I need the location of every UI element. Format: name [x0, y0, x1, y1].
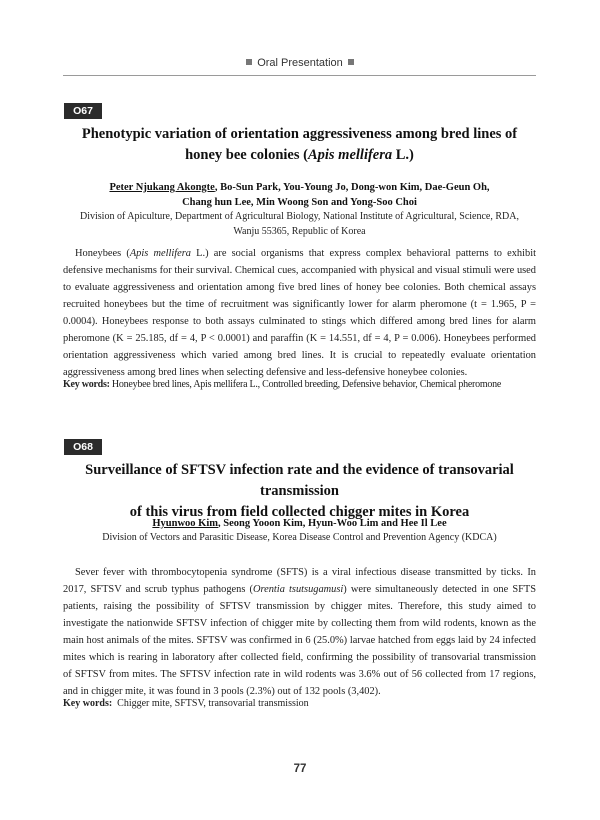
- keywords-text: Chigger mite, SFTSV, transovarial transmission: [112, 698, 309, 709]
- square-bullet-icon: [246, 59, 252, 65]
- author-line: [63, 180, 536, 195]
- affiliation-line: Division of Apiculture, Department of Agricultural Biology, National Institute of Agricultural, Science, RDA,: [80, 211, 519, 222]
- section-label: Oral Presentation: [257, 57, 343, 69]
- running-header: [0, 57, 600, 69]
- affiliation: [63, 210, 536, 239]
- affiliation: [63, 531, 536, 546]
- title-text: honey bee colonies (: [185, 147, 308, 163]
- title-line: Surveillance of SFTSV infection rate and the evidence of transovarial transmission: [85, 462, 514, 499]
- co-authors: , Seong Yooon Kim, Hyun-Woo Lim and Hee Il Lee: [218, 518, 447, 529]
- affiliation-line: Wanju 55365, Republic of Korea: [233, 225, 366, 237]
- title-line: Phenotypic variation of orientation aggressiveness among bred lines of: [81, 126, 518, 142]
- square-bullet-icon: [348, 59, 354, 65]
- abstract-species: Orentia tsutsugamusi: [252, 584, 344, 595]
- keywords: [63, 697, 536, 711]
- title-text: L.): [392, 147, 414, 163]
- abstract-text: ) were simultaneously detected in one SFTS patients, raising the possibility of SFTSV transmission by chigger mites. Therefore, this study aimed to investigate the nationwide SFTSV infection of chigger mite by collecting them from wild rodents, known as the main host animals of the mites. SFTSV was confirmed in 6 (25.0%) larvae hatched from eggs laid by 24 infected mites which is rearing in laboratory after collected field, confirming the possibility of transovarial transmission of SFTSV from mites. The SFTSV infection rate in wild rodents was 3.6% out of 56 collected from 17 regions, and in chigger mite, it was found in 3 pools (2.3%) out of 132 pools (3,402).: [63, 584, 537, 697]
- title-species: Apis mellifera: [307, 147, 393, 163]
- abstract-body: [63, 564, 536, 700]
- author-list: [63, 516, 536, 531]
- author-line: [63, 516, 536, 531]
- abstract-id-badge: O67: [64, 103, 102, 119]
- abstract-text: L.) are social organisms that express complex behavioral patterns to exhibit defensive mechanisms for their survival. Chemical cues, accompanied with physical and visual stimuli were used to evaluate aggressiveness and orientation among five bred lines of honey bee colonies. Both chemical assays recruited honeybees but the time of recruitment was significantly lower for alarm pheromone (t = 1.965, P = 0.0004). Honeybees response to both assays culminated to stings which differed among bred lines for alarm pheromone (K = 25.185, df = 4, P < 0.0001) and paraffin (K = 14.551, df = 4, P = 0.006). Honeybees performed orientation aggressiveness which varied among bred lines. It is crucial to repeatedly evaluate orientation aggressiveness among bred lines when selecting defensive and less-defensive honeybee colonies.: [63, 248, 536, 378]
- abstract-text: Honeybees (: [75, 248, 130, 259]
- presenting-author: Peter Njukang Akongte: [109, 182, 215, 193]
- abstract-text: Sever fever with thrombocytopenia syndrome (SFTS) is a viral infectious disease transmitted by ticks. In 2017, SFTSV and scrub typhus pathogens (: [63, 567, 536, 595]
- abstract-title: [63, 460, 536, 523]
- keywords-text: Honeybee bred lines, Apis mellifera L., Controlled breeding, Defensive behavior, Chemical pheromone: [109, 379, 502, 390]
- abstract-id-badge: O68: [64, 439, 102, 455]
- author-line: Chang hun Lee, Min Woong Son and Yong-Soo Choi: [182, 197, 417, 208]
- page-number: 77: [293, 763, 307, 775]
- co-authors: , Bo-Sun Park, You-Young Jo, Dong-won Kim, Dae-Geun Oh,: [214, 182, 490, 193]
- keywords-label: Key words:: [63, 379, 110, 390]
- abstract-body: [63, 245, 536, 381]
- affiliation-line: Division of Vectors and Parasitic Disease, Korea Disease Control and Prevention Agency (KDCA): [102, 532, 497, 543]
- keywords: [63, 378, 536, 392]
- title-line: of this virus from field collected chigger mites in Korea: [129, 504, 470, 520]
- abstract-title: [63, 124, 536, 166]
- title-line: [63, 145, 536, 166]
- header-rule: [63, 75, 536, 76]
- author-list: [63, 180, 536, 210]
- presenting-author: Hyunwoo Kim: [152, 518, 219, 529]
- abstract-species: Apis mellifera: [129, 248, 191, 259]
- keywords-label: Key words:: [63, 698, 113, 709]
